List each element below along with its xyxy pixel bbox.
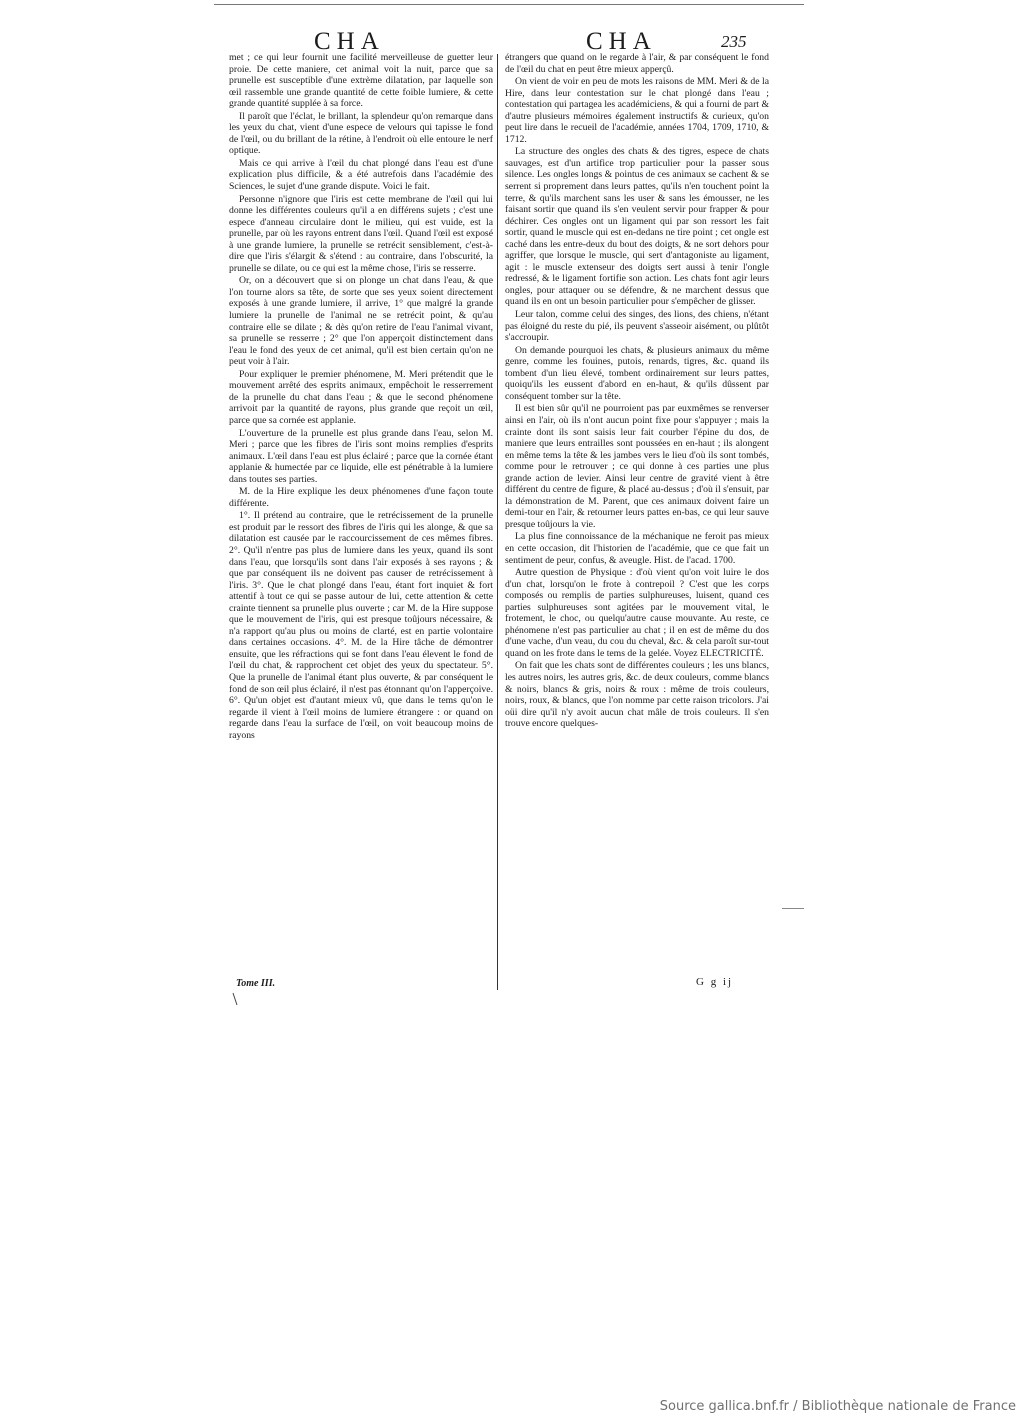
paragraph: Leur talon, comme celui des singes, des lions, des chiens, n'étant pas éloigné du reste du pié, ils peuvent s'asseoir aisément, ou plûtôt s'accroupir. xyxy=(505,309,769,344)
paragraph: étrangers que quand on le regarde à l'air, & par conséquent le fond de l'œil du chat en peut être mieux apperçû. xyxy=(505,52,769,75)
paragraph: Il paroît que l'éclat, le brillant, la splendeur qu'on remarque dans les yeux du chat, vient d'une espece de velours qui tapisse le fond de l'œil, ou du brillant de la rétine, à l'endroit où elle entoure le nerf optique. xyxy=(229,110,493,157)
right-column xyxy=(505,52,769,731)
paragraph: Pour expliquer le premier phénomene, M. Meri prétendit que le mouvement arrêté des esprits animaux, empêchoit le resserrement de la prunelle du chat dans l'eau ; & que le second phénomene arrivoit par la quantité de rayons, plus grande que reçoit un œil, parce que sa cornée est applanie. xyxy=(229,368,493,426)
paragraph: Mais ce qui arrive à l'œil du chat plongé dans l'eau est d'une explication plus difficile, & a été autrefois dans l'académie des Sciences, le sujet d'une grande dispute. Voici le fait. xyxy=(229,157,493,193)
paragraph: L'ouverture de la prunelle est plus grande dans l'eau, selon M. Meri ; parce que les fibres de l'iris sont moins remplies d'esprits animaux. L'œil dans l'eau est plus éclairé ; parce que la cornée étant applanie & humectée par ce liquide, elle est pénétrable à la lumiere dans toutes ses parties. xyxy=(229,427,493,485)
source-credit[interactable]: Source gallica.bnf.fr / Bibliothèque nationale de France xyxy=(659,1399,1016,1414)
margin-mark xyxy=(232,992,238,1006)
paragraph: La structure des ongles des chats & des tigres, espece de chats sauvages, est d'un artifice trop particulier pour la passer sous silence. Les ongles longs & pointus de ces animaux se cachent & se serrent si proprement dans leurs pattes, qu'ils n'en touchent point la terre, & qu'ils marchent sans les user & sans les émousser, ne les faisant sortir que quand ils s'en veulent servir pour frapper & pour déchirer. Ces ongles ont un ligament qui par son ressort les fait sortir, quand le muscle qui est en-dedans ne tire point ; cet ongle est caché dans les entre-deux du bout des doigts, & ne sort dehors pour agriffer, que lorsque le muscle, qui sert d'antagoniste au ligament, agit : le muscle extenseur des doigts sert aussi à tenir l'ongle redressé, & le ligament fortifie son action. Les chats font agir leurs ongles, pour attaquer ou se défendre, & ne marchent dessus que quand ils en ont un besoin particulier pour s'empêcher de glisser. xyxy=(505,146,769,308)
paragraph: M. de la Hire explique les deux phénomenes d'une façon toute différente. xyxy=(229,486,493,509)
page-number: 235 xyxy=(721,32,747,51)
paragraph: Personne n'ignore que l'iris est cette membrane de l'œil qui lui donne les différentes couleurs qu'il a en différens sujets ; c'est une espece d'anneau circulaire dont le milieu, qui est vuide, est la prunelle, par où les rayons entrent dans l'œil. Quand l'œil est exposé à une grande lumiere, la prunelle se retrécit sensiblement, c'est-à-dire que l'iris s'élargit & s'étend : au contraire, dans l'obscurité, la prunelle se dilate, ou ce qui est la même chose, l'iris se resserre. xyxy=(229,193,493,274)
paragraph: On demande pourquoi les chats, & plusieurs animaux du même genre, comme les fouines, putois, renards, tigres, &c. quand ils tombent d'un lieu élevé, tombent ordinairement sur leurs pattes, quoiqu'ils les eussent d'abord en en-haut, & qu'ils dûssent par conséquent tomber sur la tête. xyxy=(505,344,769,402)
running-header xyxy=(222,30,787,54)
paragraph: met ; ce qui leur fournit une facilité merveilleuse de guetter leur proie. De cette maniere, cet animal voit la nuit, parce que sa prunelle est susceptible d'une extrème dilatation, par laquelle son œil rassemble une grande quantité de cette foible lumiere, & cette grande quantité supplée à sa force. xyxy=(229,52,493,110)
paragraph: Il est bien sûr qu'il ne pourroient pas par euxmêmes se renverser ainsi en l'air, où ils n'ont aucun point fixe pour s'appuyer ; mais la crainte dont ils sont saisis leur fait courber l'épine du dos, de maniere que leurs entrailles sont poussées en en-haut ; ils alongent en même tems la tête & les jambes vers le lieu d'où ils sont tombés, comme pour le retrouver ; ce qui donne à ces parties une plus grande action de levier. Ainsi leur centre de gravité vient à être différent du centre de figure, & placé au-dessus ; d'où il s'ensuit, par la démonstration de M. Parent, que ces animaux doivent faire un demi-tour en l'air, & retourner leurs pattes en-bas, ce qui leur sauve presque toûjours la vie. xyxy=(505,403,769,530)
footer-volume: Tome III. xyxy=(236,978,276,989)
left-column xyxy=(229,52,493,742)
paragraph: La plus fine connoissance de la méchanique ne feroit pas mieux en cette occasion, dit l'historien de l'académie, que ce que fait un sentiment de peur, confus, & aveugle. Hist. de l'acad. 1700. xyxy=(505,531,769,566)
header-left: CHA xyxy=(314,28,385,55)
paragraph: Autre question de Physique : d'où vient qu'on voit luire le dos d'un chat, lorsqu'on le frote à contrepoil ? C'est que les corps composés ou remplis de parties sulphureuses, luisent, quand ces parties sulphureuses sont agitées par le mouvement vital, le frotement, le choc, ou quelqu'autre cause mouvante. Au reste, ce phénomene n'est pas particulier au chat ; il en est de même du dos d'une vache, d'un veau, du cou du cheval, &c. & cela paroît sur-tout quand on les frote dans le tems de la gelée. Voyez ELECTRICITÉ. xyxy=(505,567,769,659)
top-rule xyxy=(214,4,804,5)
paragraph: 1°. Il prétend au contraire, que le retrécissement de la prunelle est produit par le ressort des fibres de l'iris qui les alonge, & que sa dilatation est causée par le raccourcissement de ces mêmes fibres. 2°. Qu'il n'entre pas plus de lumiere dans les yeux, quand ils sont dans l'eau, que lorsqu'ils sont dans l'air exposés à ses rayons ; & que par conséquent ils ne doivent pas causer de retrécissement à l'iris. 3°. Que le chat plongé dans l'eau, étant fort inquiet & fort attentif à tout ce qui se passe autour de lui, cette attention & cette crainte tiennent sa prunelle plus ouverte ; car M. de la Hire suppose que le mouvement de l'iris, qui est presque toûjours nécessaire, & n'a rapport qu'au plus ou moins de clarté, est en partie volontaire dans certaines occasions. 4°. M. de la Hire tâche de démontrer ensuite, que les réfractions qui se font dans l'eau élevent le fond de l'œil du chat, & rapprochent cet objet des yeux du spectateur. 5°. Que la prunelle de l'animal étant plus ouverte, & par conséquent le fond de son œil plus éclairé, il n'est pas étonnant qu'on l'apperçoive. 6°. Qu'un objet est d'autant mieux vû, que dans le tems qu'on le regarde il vient à l'œil moins de lumiere étrangere : or quand on regarde dans l'eau la surface de l'œil, on voit beaucoup moins de rayons xyxy=(229,510,493,741)
header-right: CHA xyxy=(586,28,657,55)
column-divider xyxy=(497,54,498,990)
stray-rule xyxy=(782,908,804,909)
paragraph: On vient de voir en peu de mots les raisons de MM. Meri & de la Hire, dans leur contestation sur le chat plongé dans l'eau ; contestation qui partagea les académiciens, & qui a fourni de part & d'autre plusieurs mémoires également instructifs & curieux, qu'on peut lire dans le recueil de l'académie, années 1704, 1709, 1710, & 1712. xyxy=(505,76,769,145)
footer-signature: G g ij xyxy=(696,976,734,988)
paragraph: Or, on a découvert que si on plonge un chat dans l'eau, & que l'on tourne alors sa tête, de sorte que ses yeux soient directement exposés à une grande lumiere, il arrive, 1° que malgré la grande lumiere la prunelle de l'animal ne se retrécit point, & qu'au contraire elle se dilate ; & dès qu'on retire de l'eau l'animal vivant, sa prunelle se resserre ; 2° que l'on apperçoit distinctement dans l'eau le fond des yeux de cet animal, qu'il est bien certain qu'on ne peut voir à l'air. xyxy=(229,275,493,368)
paragraph: On fait que les chats sont de différentes couleurs ; les uns blancs, les autres noirs, les autres gris, &c. de deux couleurs, comme blancs & noirs, blancs & gris, noirs & roux : même de trois couleurs, noirs, roux, & blancs, que l'on nomme par cette raison tricolors. J'ai oüi dire qu'il n'y avoit aucun chat mâle de trois couleurs. Il s'en trouve encore quelques- xyxy=(505,660,769,730)
